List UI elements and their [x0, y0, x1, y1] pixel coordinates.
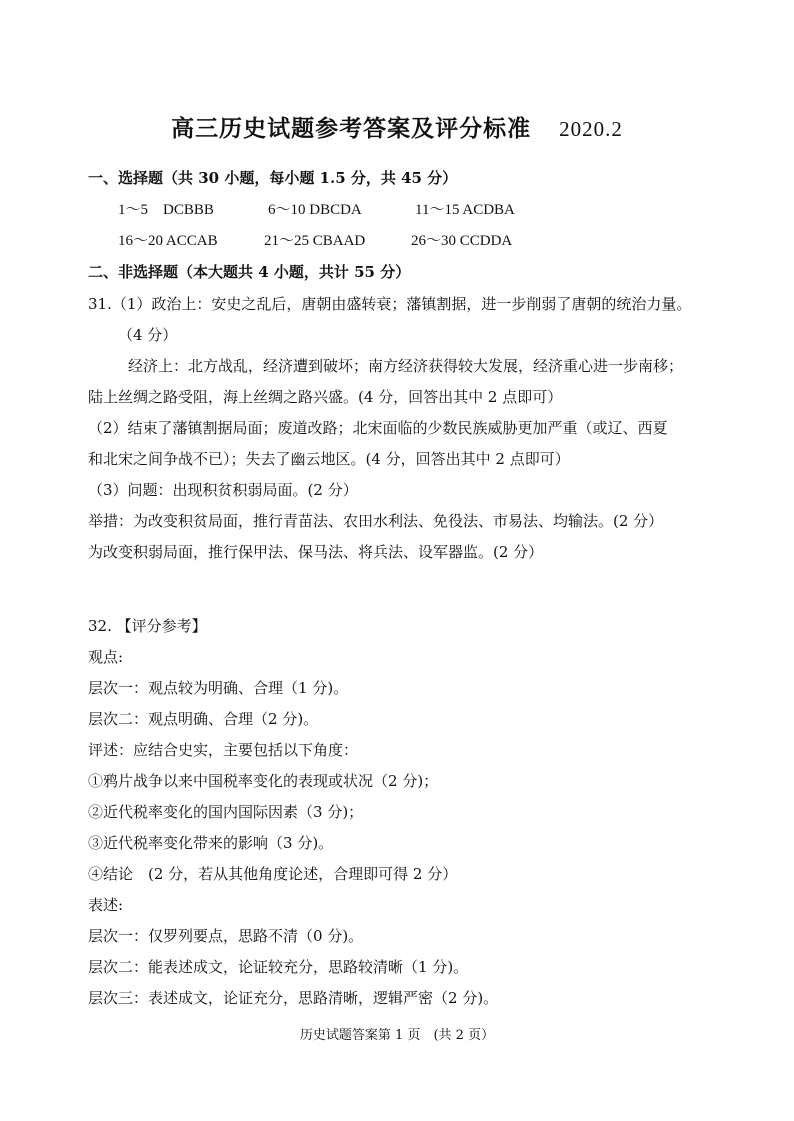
q32-line: 表述: [88, 896, 124, 914]
q31-part1-politics-line2: （4 分） [118, 326, 178, 344]
q31-part1-politics-line1: 31.（1）政治上：安史之乱后，唐朝由盛转衰；藩镇割据，进一步削弱了唐朝的统治力量。 [88, 295, 692, 313]
q32-line: ④结论 (2 分，若从其他角度论述，合理即可得 2 分） [88, 865, 458, 883]
q32-line: 观点: [88, 648, 124, 666]
q32-line: 层次二：观点明确、合理（2 分)。 [88, 710, 319, 728]
q32-line: 层次一：观点较为明确、合理（1 分)。 [88, 679, 349, 697]
page-footer: 历史试题答案第 1 页 (共 2 页） [299, 1028, 495, 1043]
title-year: 2020.2 [559, 117, 623, 141]
mc-answer-21-25: 21～25 CBAAD [264, 233, 366, 249]
q31-part1-economy-line1: 经济上：北方战乱，经济遭到破坏；南方经济获得较大发展，经济重心进一步南移； [128, 357, 684, 375]
page-title [0, 110, 794, 143]
mc-answer-1-5: 1～5 DCBBB [118, 202, 214, 218]
mc-answer-6-10: 6～10 DBCDA [268, 202, 362, 218]
q32-line: ③近代税率变化带来的影响（3 分)。 [88, 834, 334, 852]
title-main: 高三历史试题参考答案及评分标准 [171, 115, 532, 142]
section1-heading: 一、选择题（共 30 小题，每小题 1.5 分，共 45 分） [88, 169, 458, 187]
q31-part3-measures-1: 举措：为改变积贫局面，推行青苗法、农田水利法、免役法、市易法、均输法。(2 分） [88, 512, 664, 530]
q32-line: 层次三：表述成文，论证充分，思路清晰，逻辑严密（2 分)。 [88, 989, 499, 1007]
section2-heading: 二、非选择题（本大题共 4 小题，共计 55 分） [88, 263, 411, 281]
mc-answer-26-30: 26～30 CCDDA [411, 233, 513, 249]
mc-answer-16-20: 16～20 ACCAB [118, 233, 218, 249]
q32-line: 层次二：能表述成文，论证较充分，思路较清晰（1 分)。 [88, 958, 469, 976]
q31-part2-line2: 和北宋之间争战不已）；失去了幽云地区。(4 分，回答出其中 2 点即可） [88, 450, 570, 468]
q31-part2-line1: （2）结束了藩镇割据局面；废道改路；北宋面临的少数民族威胁更加严重（或辽、西夏 [88, 419, 668, 437]
q32-line: ①鸦片战争以来中国税率变化的表现或状况（2 分)； [88, 772, 439, 790]
q32-heading: 32. 【评分参考】 [88, 617, 207, 635]
q31-part1-economy-line2: 陆上丝绸之路受阻，海上丝绸之路兴盛。(4 分，回答出其中 2 点即可） [88, 388, 563, 406]
mc-answer-11-15: 11～15 ACDBA [415, 202, 515, 218]
q32-line: 评述：应结合史实，主要包括以下角度： [88, 741, 359, 759]
q32-line: 层次一：仅罗列要点，思路不清（0 分)。 [88, 927, 364, 945]
q31-part3-measures-2: 为改变积弱局面，推行保甲法、保马法、将兵法、设军器监。(2 分） [88, 543, 544, 561]
q31-part3-problem: （3）问题：出现积贫积弱局面。(2 分） [88, 481, 358, 499]
q32-line: ②近代税率变化的国内国际因素（3 分)； [88, 803, 364, 821]
